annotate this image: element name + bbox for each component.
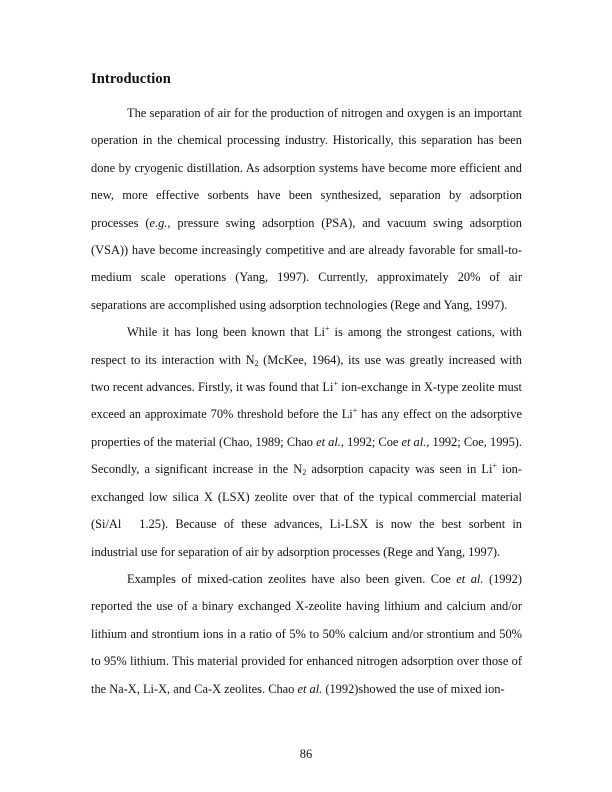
text-run: has any effect on the adsorptive properties of the material (Chao, 1989; Chao xyxy=(91,407,522,449)
paragraph-2 xyxy=(91,319,522,566)
paragraph-1 xyxy=(91,100,522,319)
italic-run: et al. xyxy=(316,434,341,449)
italic-run: e.g. xyxy=(149,215,168,230)
text-run: The separation of air for the production of nitrogen and oxygen is an important operation in the chemical processing industry. Historically, this separation has been done by cryogenic distillation. As adsorption systems have become more efficient and new, more effective sorbents have been synthesized, separation by adsorption processes ( xyxy=(91,106,522,230)
superscript-charge: + xyxy=(492,461,497,471)
page-body xyxy=(91,70,522,703)
italic-run: et al. xyxy=(297,681,323,696)
subscript-2: 2 xyxy=(302,468,307,478)
text-run: , 1992; Coe, 1995). Secondly, a significant increase in the N xyxy=(91,434,522,477)
text-run: ion-exchange in X-type zeolite must exceed an approximate 70% threshold before the Li xyxy=(91,380,522,422)
superscript-charge: + xyxy=(324,324,330,334)
text-run: , pressure swing adsorption (PSA), and vacuum swing adsorption (VSA)) have become increasingly competitive and are already favorable for small-to-medium scale operations (Yang, 1997). Currently, approximately 20% of air separations are accomplished using adsorption technologies (Rege and Yang, 1997). xyxy=(91,215,522,312)
text-run: (1992)showed the use of mixed ion- xyxy=(322,681,505,696)
text-run: (1992) reported the use of a binary exchanged X-zeolite having lithium and calcium and/or lithium and strontium ions in a ratio of 5% to 50% calcium and/or strontium and 50% to 95% lithium. This material provided for enhanced nitrogen adsorption over those of the Na-X, Li-X, and Ca-X zeolites. Chao xyxy=(91,571,522,696)
text-run: 1.25). Because of these advances, Li-LSX is now the best sorbent in industrial use for separation of air by adsorption processes (Rege and Yang, 1997). xyxy=(91,517,522,559)
text-run: (McKee, 1964), its use was greatly increased with two recent advances. Firstly, it was found that Li xyxy=(91,352,522,395)
italic-run: et al. xyxy=(401,434,427,449)
text-run: adsorption capacity was seen in Li xyxy=(306,462,493,477)
text-run: , 1992; Coe xyxy=(340,434,402,449)
section-heading: Introduction xyxy=(91,71,171,87)
page-number: 86 xyxy=(299,747,313,761)
italic-run: et al. xyxy=(456,571,484,586)
paragraph-3 xyxy=(91,566,522,703)
superscript-charge: + xyxy=(352,406,358,416)
text-run: Examples of mixed-cation zeolites have also been given. Coe xyxy=(127,571,457,586)
text-run: While it has long been known that Li xyxy=(127,325,325,340)
text-run: ion-exchanged low silica X (LSX) zeolite over that of the typical commercial material (Si/Al xyxy=(91,462,522,532)
subscript-2: 2 xyxy=(254,358,259,368)
text-run: is among the strongest cations, with respect to its interaction with N xyxy=(91,325,522,367)
superscript-charge: + xyxy=(333,379,338,389)
